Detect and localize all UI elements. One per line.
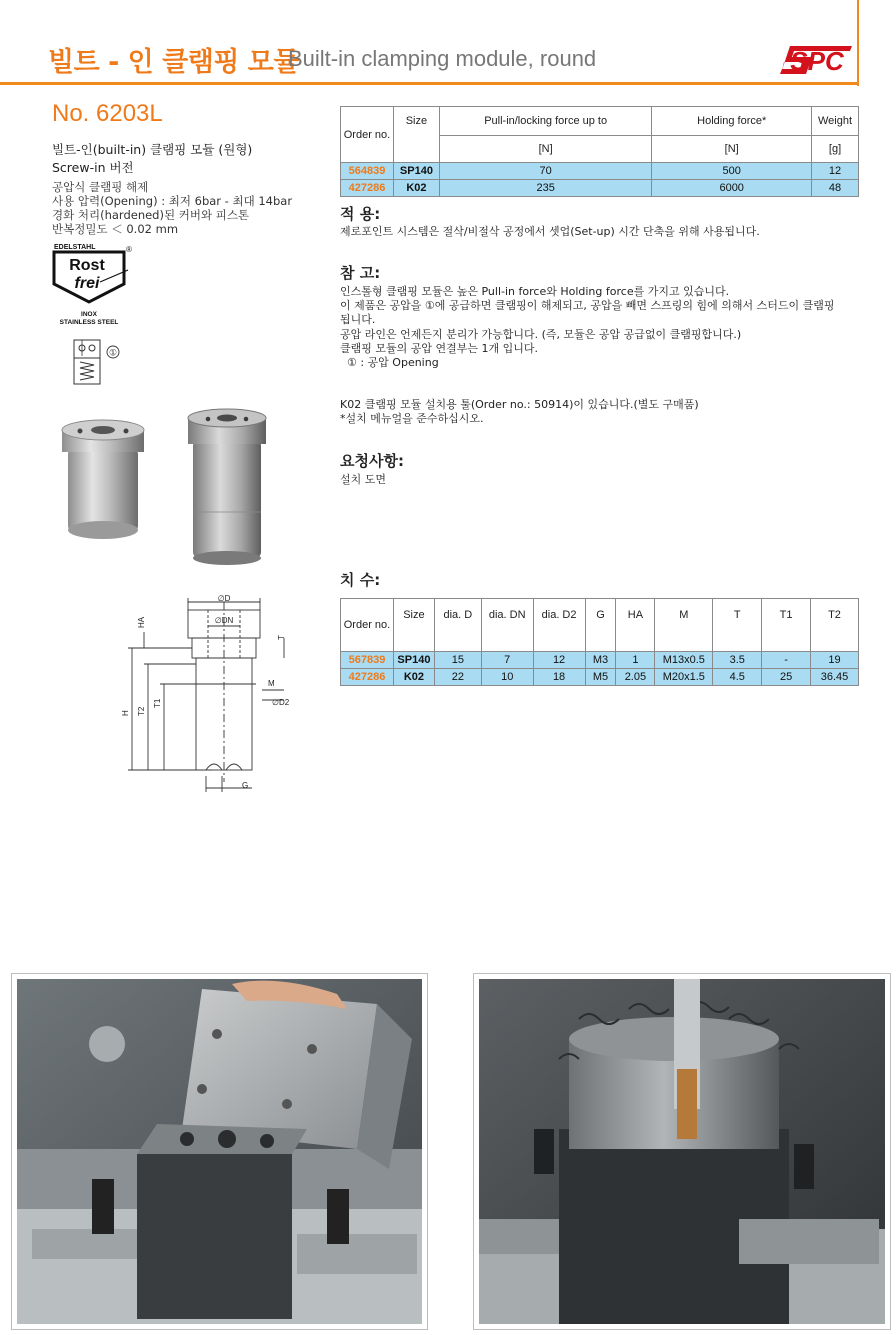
dim-label-ha: HA: [137, 616, 146, 628]
product-subtitle-2: Screw-in 버전: [52, 160, 134, 175]
table-row: [341, 652, 859, 669]
dims-cell: 15: [434, 652, 481, 669]
dims-table-header-row: [341, 599, 859, 652]
force-cell: 70: [439, 163, 651, 180]
note-heading: 참 고:: [340, 264, 381, 282]
dims-header-ha: HA: [616, 599, 655, 652]
force-cell: 235: [439, 180, 651, 197]
dims-cell: 1: [616, 652, 655, 669]
dims-cell: M13x0.5: [655, 652, 713, 669]
force-cell: SP140: [393, 163, 439, 180]
dims-cell: 567839: [341, 652, 394, 669]
clamping-block-photo: [17, 979, 422, 1324]
dims-header-g: G: [585, 599, 616, 652]
dims-cell: 2.05: [616, 669, 655, 686]
product-photo: [50, 400, 290, 575]
note-line-3: 됩니다.: [340, 313, 376, 326]
dims-cell: 4.5: [713, 669, 762, 686]
force-header-order: Order no.: [341, 107, 394, 163]
page-header: [0, 0, 896, 88]
table-row: [341, 669, 859, 686]
note-line-6: ① : 공압 Opening: [340, 356, 439, 369]
dim-label-d2: ∅D2: [272, 698, 290, 707]
force-unit-pullin: [N]: [439, 136, 651, 163]
spec-line-4: 반복정밀도 ＜ 0.02 mm: [52, 222, 179, 236]
milling-operation-photo: [479, 979, 885, 1324]
spec-line-2: 사용 압력(Opening) : 최저 6bar - 최대 14bar: [52, 194, 293, 208]
force-cell: 564839: [341, 163, 394, 180]
force-cell: 12: [812, 163, 859, 180]
application-photo-left: [11, 973, 428, 1330]
dims-cell: -: [762, 652, 811, 669]
note-line-4: 공압 라인은 언제든지 분리가 가능합니다. (즉, 모듈은 공압 공급없이 클램핑합니다.): [340, 328, 742, 341]
note-line-2: 이 제품은 공압을 ①에 공급하면 클램핑이 해제되고, 공압을 빼면 스프링의 힘에 의해서 스터드이 클램핑: [340, 299, 835, 312]
force-table: [340, 106, 859, 197]
page-title-korean: 빌트 - 인 클램핑 모듈: [48, 47, 299, 78]
force-cell: 48: [812, 180, 859, 197]
force-cell: 500: [652, 163, 812, 180]
dims-header-t1: T1: [762, 599, 811, 652]
application-photo-right: [473, 973, 891, 1330]
page-title-english: Built-in clamping module, round: [288, 46, 597, 71]
product-number: No. 6203L: [52, 100, 163, 127]
air-port-label: ①: [108, 348, 118, 359]
dims-cell: SP140: [393, 652, 434, 669]
tool-line-2: *설치 메뉴얼을 준수하십시오.: [340, 412, 484, 425]
dimensions-table: [340, 598, 859, 686]
dim-label-dn: ∅DN: [214, 616, 234, 625]
force-unit-weight: [g]: [812, 136, 859, 163]
dims-header-t2: T2: [811, 599, 859, 652]
dim-label-t1: T1: [153, 698, 162, 708]
dims-cell: 12: [533, 652, 585, 669]
dims-cell: 7: [481, 652, 533, 669]
dim-label-h: H: [121, 710, 130, 716]
force-header-holding: Holding force*: [652, 107, 812, 136]
force-header-size: Size: [393, 107, 439, 163]
dims-heading: 치 수:: [340, 571, 381, 589]
dims-header-m: M: [655, 599, 713, 652]
dims-header-d2: dia. D2: [533, 599, 585, 652]
dimension-drawing: [112, 592, 292, 797]
force-header-weight: Weight: [812, 107, 859, 136]
dims-cell: M3: [585, 652, 616, 669]
badge-bottom-2: STAINLESS STEEL: [59, 319, 119, 326]
logo-text: SPC: [790, 46, 844, 76]
dims-cell: 18: [533, 669, 585, 686]
note-line-1: 인스톨형 클램핑 모듈은 높은 Pull-in force와 Holding force를 가지고 있습니다.: [340, 285, 730, 298]
dims-cell: 36.45: [811, 669, 859, 686]
dim-label-t2: T2: [137, 706, 146, 716]
dims-header-size: Size: [393, 599, 434, 652]
spec-line-1: 공압식 클램핑 해제: [52, 180, 149, 194]
force-unit-holding: [N]: [652, 136, 812, 163]
force-cell: 6000: [652, 180, 812, 197]
force-table-header-row: [341, 107, 859, 136]
dims-cell: M20x1.5: [655, 669, 713, 686]
badge-registered-mark: ®: [126, 245, 132, 254]
dim-label-g: G: [242, 781, 249, 790]
force-header-pullin: Pull-in/locking force up to: [439, 107, 651, 136]
product-subtitle-1: 빌트-인(built-in) 클램핑 모듈 (원형): [52, 142, 253, 157]
dims-cell: 10: [481, 669, 533, 686]
dim-label-t: T: [277, 635, 286, 640]
badge-line2: frei: [74, 275, 100, 292]
table-row: [341, 163, 859, 180]
request-text: 설치 도면: [340, 473, 387, 486]
usage-text: 제로포인트 시스템은 절삭/비절삭 공정에서 셋업(Set-up) 시간 단축을 위해 사용됩니다.: [340, 225, 760, 238]
dims-cell: 25: [762, 669, 811, 686]
force-cell: K02: [393, 180, 439, 197]
dim-label-d: ∅D: [217, 594, 231, 603]
note-line-5: 클램핑 모듈의 공압 연결부는 1개 입니다.: [340, 342, 538, 355]
dims-header-dn: dia. DN: [481, 599, 533, 652]
header-vertical-accent: [857, 0, 859, 86]
badge-line1: Rost: [69, 257, 105, 274]
badge-bottom-1: INOX: [81, 311, 97, 318]
dims-header-order: Order no.: [341, 599, 394, 652]
badge-top-text: EDELSTAHL: [54, 244, 96, 251]
dims-header-t: T: [713, 599, 762, 652]
table-row: [341, 180, 859, 197]
spc-logo-icon: [778, 40, 856, 80]
spec-line-3: 경화 처리(hardened)된 커버와 피스톤: [52, 208, 250, 222]
tool-line-1: K02 클램핑 모듈 설치용 툴(Order no.: 50914)이 있습니다.(별도 구매품): [340, 398, 699, 411]
dim-label-m: M: [268, 679, 275, 688]
stainless-steel-badge-icon: [50, 240, 134, 330]
dims-cell: M5: [585, 669, 616, 686]
force-cell: 427286: [341, 180, 394, 197]
dims-cell: 3.5: [713, 652, 762, 669]
header-divider: [0, 82, 859, 85]
request-heading: 요청사항:: [340, 452, 404, 470]
dims-header-d: dia. D: [434, 599, 481, 652]
dims-cell: 22: [434, 669, 481, 686]
pneumatic-spring-symbol-icon: [72, 338, 124, 386]
usage-heading: 적 용:: [340, 205, 381, 223]
dims-cell: K02: [393, 669, 434, 686]
dims-cell: 19: [811, 652, 859, 669]
dims-cell: 427286: [341, 669, 394, 686]
